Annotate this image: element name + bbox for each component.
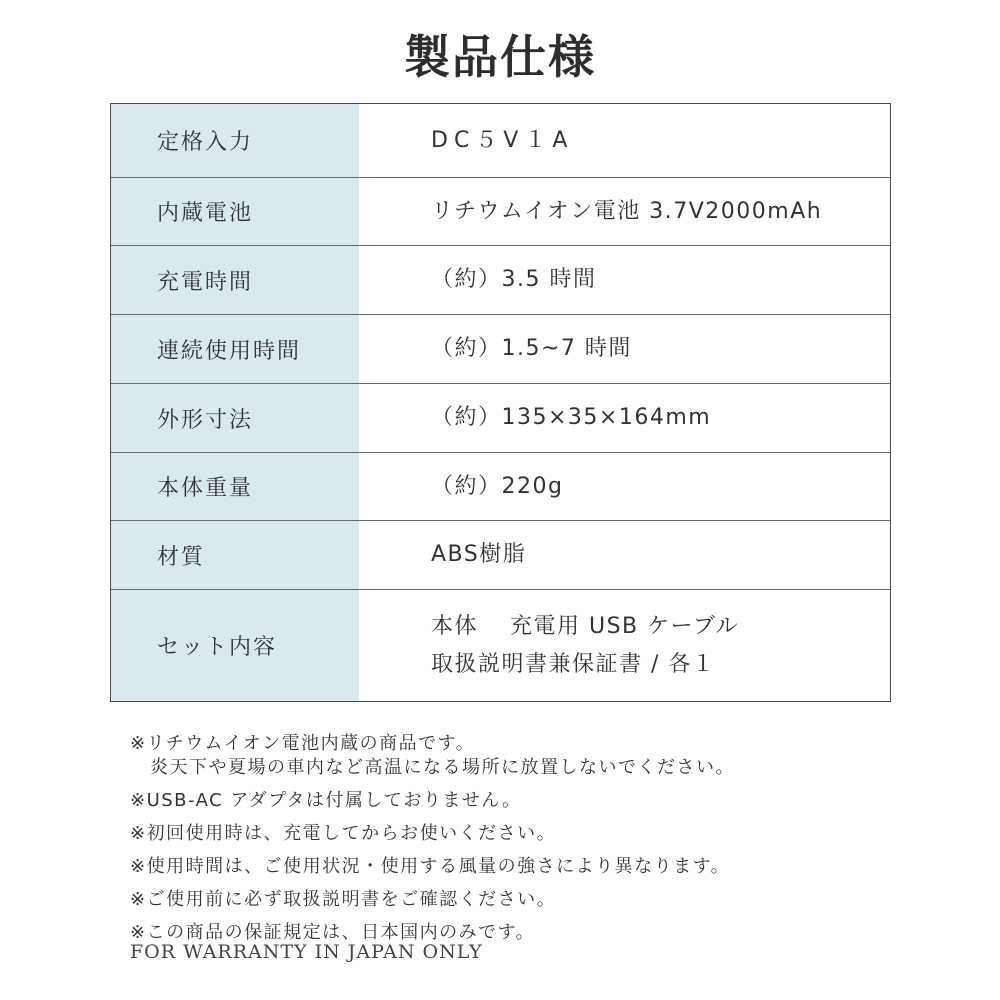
spec-label: 充電時間 bbox=[157, 269, 254, 295]
spec-row-material bbox=[111, 521, 890, 590]
spec-row-battery bbox=[111, 178, 890, 246]
spec-value bbox=[431, 608, 739, 684]
note-item: ※使用時間は、ご使用状況・使用する風量の強さにより異なります。 bbox=[130, 856, 731, 877]
note-item: ※この商品の保証規定は、日本国内のみです。 bbox=[130, 922, 536, 943]
note-item: ※リチウムイオン電池内蔵の商品です。 bbox=[130, 733, 476, 754]
warranty-note: FOR WARRANTY IN JAPAN ONLY bbox=[130, 941, 483, 963]
note-item: ※ご使用前に必ず取扱説明書をご確認ください。 bbox=[130, 889, 557, 910]
spec-value-line: （約）1.5~7 時間 bbox=[431, 336, 632, 361]
spec-label: 定格入力 bbox=[157, 130, 254, 155]
spec-value-line: 取扱説明書兼保証書 / 各１ bbox=[431, 651, 716, 677]
spec-value-line: リチウムイオン電池 3.7V2000mAh bbox=[431, 198, 823, 224]
spec-value bbox=[431, 261, 596, 299]
spec-row-contents bbox=[111, 590, 890, 701]
spec-row-usage-time bbox=[111, 315, 890, 384]
spec-row-rated-input bbox=[111, 104, 890, 178]
spec-label: 内蔵電池 bbox=[157, 201, 254, 226]
spec-value-line: DC５V１A bbox=[431, 127, 574, 153]
spec-row-dimensions bbox=[111, 384, 890, 453]
spec-value bbox=[431, 468, 563, 506]
spec-label: 連続使用時間 bbox=[157, 338, 302, 364]
spec-value-line: ABS樹脂 bbox=[431, 542, 527, 567]
spec-row-charge-time bbox=[111, 246, 890, 315]
spec-value-line: （約）135×35×164mm bbox=[431, 405, 712, 430]
note-item: ※初回使用時は、充電してからお使いください。 bbox=[130, 823, 557, 844]
spec-table bbox=[110, 103, 891, 702]
spec-label: 本体重量 bbox=[157, 476, 254, 501]
spec-value bbox=[431, 399, 711, 437]
spec-value-line: 本体 充電用 USB ケーブル bbox=[431, 613, 740, 639]
spec-label: 材質 bbox=[157, 544, 206, 570]
spec-value-line: （約）3.5 時間 bbox=[431, 267, 597, 292]
spec-value bbox=[431, 536, 526, 574]
spec-value bbox=[431, 122, 573, 160]
spec-row-weight bbox=[111, 453, 890, 521]
spec-value bbox=[431, 193, 822, 231]
spec-value bbox=[431, 330, 632, 368]
note-item: 炎天下や夏場の車内など高温になる場所に放置しないでください。 bbox=[150, 757, 735, 778]
spec-label: 外形寸法 bbox=[157, 407, 254, 433]
spec-label: セット内容 bbox=[157, 635, 278, 660]
spec-value-line: （約）220g bbox=[431, 473, 564, 499]
notes-section bbox=[130, 732, 970, 945]
page-title: 製品仕様 bbox=[404, 30, 596, 84]
note-item: ※USB-AC アダプタは付属しておりません。 bbox=[130, 790, 522, 811]
